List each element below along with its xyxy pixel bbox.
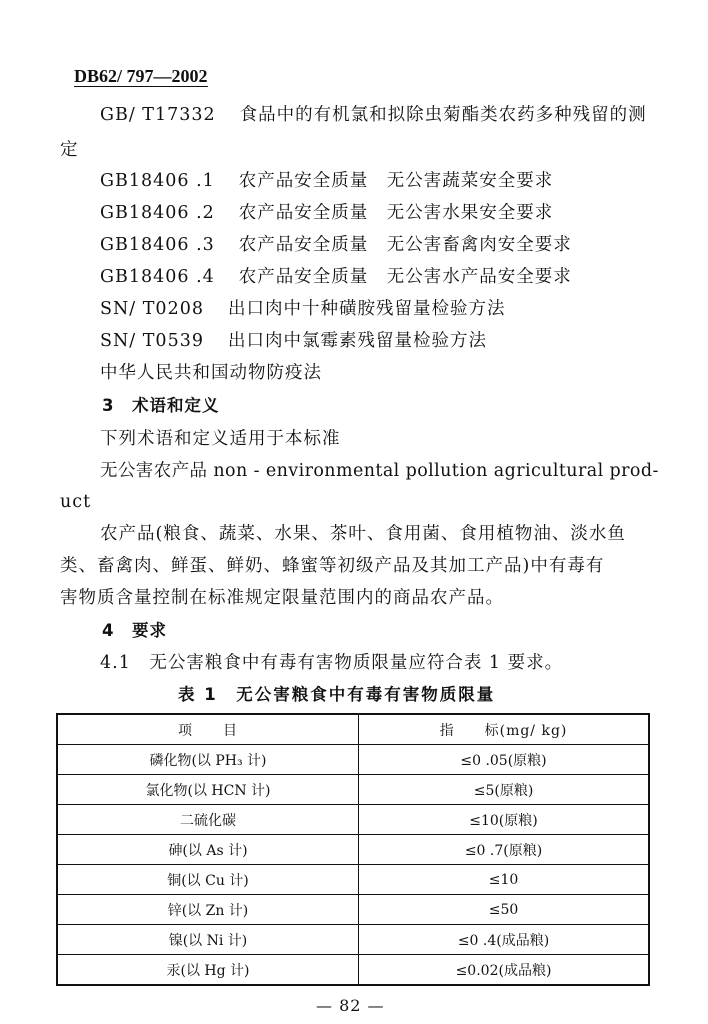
reference-item bbox=[100, 234, 572, 256]
table-cell-item: 砷(以 As 计) bbox=[57, 835, 359, 865]
reference-item bbox=[100, 330, 487, 352]
document-header: DB62/ 797—2002 bbox=[74, 66, 208, 86]
reference-title: 农产品安全质量 无公害水产品安全要求 bbox=[238, 267, 572, 287]
table-row bbox=[57, 865, 649, 895]
table-row bbox=[57, 895, 649, 925]
table-cell-item: 二硫化碳 bbox=[57, 805, 359, 835]
column-header-item: 项 目 bbox=[57, 714, 359, 745]
table-cell-limit: ≤0.02(成品粮) bbox=[359, 955, 650, 986]
reference-item: 中华人民共和国动物防疫法 bbox=[100, 363, 322, 383]
table-cell-item: 氯化物(以 HCN 计) bbox=[57, 775, 359, 805]
reference-code: GB18406 .2 bbox=[100, 203, 215, 223]
limits-table bbox=[56, 713, 650, 986]
table-cell-limit: ≤10(原粮) bbox=[359, 805, 650, 835]
table-cell-limit: ≤50 bbox=[359, 895, 650, 925]
section-4-heading: 4 要求 bbox=[102, 621, 167, 640]
table-row bbox=[57, 835, 649, 865]
table-row bbox=[57, 925, 649, 955]
definition-line: 类、畜禽肉、鲜蛋、鲜奶、蜂蜜等初级产品及其加工产品)中有毒有 bbox=[60, 556, 605, 576]
section-3-intro: 下列术语和定义适用于本标准 bbox=[100, 429, 341, 449]
reference-title: 农产品安全质量 无公害水果安全要求 bbox=[238, 203, 554, 223]
reference-item bbox=[100, 202, 553, 224]
table-cell-limit: ≤0 .4(成品粮) bbox=[359, 925, 650, 955]
table-row bbox=[57, 805, 649, 835]
reference-item bbox=[100, 170, 553, 192]
reference-code: GB18406 .3 bbox=[100, 235, 215, 255]
table-cell-limit: ≤0 .05(原粮) bbox=[359, 745, 650, 775]
reference-code: SN/ T0539 bbox=[100, 331, 204, 351]
reference-title: 食品中的有机氯和拟除虫菊酯类农药多种残留的测 bbox=[239, 105, 647, 125]
reference-code: GB/ T17332 bbox=[100, 105, 216, 125]
table-cell-limit: ≤0 .7(原粮) bbox=[359, 835, 650, 865]
table-row bbox=[57, 955, 649, 986]
table-cell-limit: ≤10 bbox=[359, 865, 650, 895]
table-cell-item: 铜(以 Cu 计) bbox=[57, 865, 359, 895]
reference-item bbox=[100, 104, 647, 126]
table-cell-item: 镍(以 Ni 计) bbox=[57, 925, 359, 955]
reference-code: GB18406 .4 bbox=[100, 267, 215, 287]
reference-title: 农产品安全质量 无公害蔬菜安全要求 bbox=[238, 171, 554, 191]
reference-title: 出口肉中氯霉素残留量检验方法 bbox=[227, 331, 487, 351]
table-row bbox=[57, 745, 649, 775]
reference-item bbox=[100, 298, 505, 320]
reference-title: 出口肉中十种磺胺残留量检验方法 bbox=[227, 299, 506, 319]
reference-continuation: 定 bbox=[60, 140, 79, 160]
term-line: uct bbox=[60, 492, 92, 512]
table-cell-item: 锌(以 Zn 计) bbox=[57, 895, 359, 925]
table-cell-item: 磷化物(以 PH₃ 计) bbox=[57, 745, 359, 775]
table-cell-item: 汞(以 Hg 计) bbox=[57, 955, 359, 986]
definition-line: 农产品(粮食、蔬菜、水果、茶叶、食用菌、食用植物油、淡水鱼 bbox=[100, 524, 626, 544]
table-cell-limit: ≤5(原粮) bbox=[359, 775, 650, 805]
table-header-row bbox=[57, 714, 649, 745]
reference-item bbox=[100, 266, 572, 288]
reference-code: SN/ T0208 bbox=[100, 299, 204, 319]
table-caption: 表 1 无公害粮食中有毒有害物质限量 bbox=[178, 685, 496, 704]
reference-code: GB18406 .1 bbox=[100, 171, 215, 191]
section-3-heading: 3 术语和定义 bbox=[102, 396, 220, 415]
page-number: — 82 — bbox=[316, 996, 385, 1015]
reference-title: 农产品安全质量 无公害畜禽肉安全要求 bbox=[238, 235, 572, 255]
definition-line: 害物质含量控制在标准规定限量范围内的商品农产品。 bbox=[60, 588, 504, 608]
term-line: 无公害农产品 non - environmental pollution agricultural prod- bbox=[100, 461, 659, 481]
column-header-limit: 指 标(mg/ kg) bbox=[359, 714, 650, 745]
table-row bbox=[57, 775, 649, 805]
clause-4-1: 4.1 无公害粮食中有毒有害物质限量应符合表 1 要求。 bbox=[100, 653, 564, 673]
